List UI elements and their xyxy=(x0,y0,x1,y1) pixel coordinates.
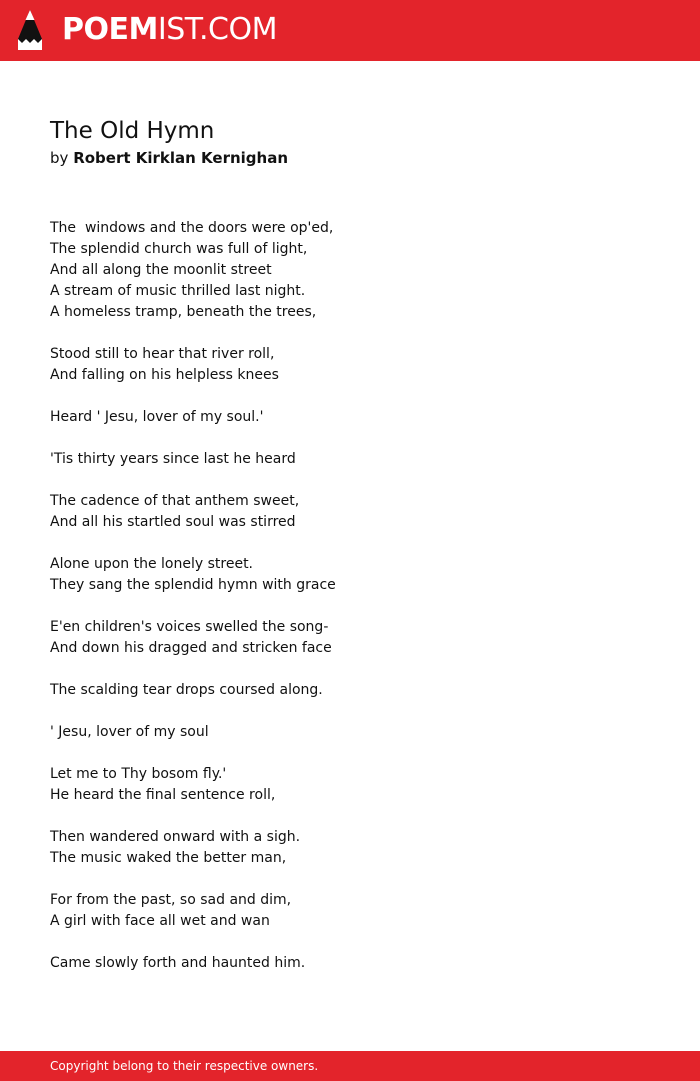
poem-line: Heard ' Jesu, lover of my soul.' xyxy=(50,409,264,425)
poem-stanza xyxy=(50,617,650,659)
poem-line: ' Jesu, lover of my soul xyxy=(50,724,209,740)
byline xyxy=(50,148,288,169)
brand-name-light: IST.COM xyxy=(157,12,277,47)
poem-line: The scalding tear drops coursed along. xyxy=(50,682,323,698)
brand-logo-text[interactable] xyxy=(62,12,277,48)
poem-stanza xyxy=(50,218,650,323)
poem-line: The cadence of that anthem sweet, xyxy=(50,493,300,509)
poem-line: And falling on his helpless knees xyxy=(50,367,279,383)
poem-line: He heard the final sentence roll, xyxy=(50,787,276,803)
poem-line: A girl with face all wet and wan xyxy=(50,913,270,929)
brand-name-bold: POEM xyxy=(62,12,158,47)
poem-line: A homeless tramp, beneath the trees, xyxy=(50,304,317,320)
poem-line: Then wandered onward with a sigh. xyxy=(50,829,301,845)
poem-line: E'en children's voices swelled the song- xyxy=(50,619,329,635)
poem-line: The music waked the better man, xyxy=(50,850,287,866)
copyright-notice: Copyright belong to their respective owners. xyxy=(50,1059,319,1073)
poem-stanza xyxy=(50,344,650,386)
poem-stanza xyxy=(50,764,650,806)
poem-line: The splendid church was full of light, xyxy=(50,241,308,257)
poem-stanza xyxy=(50,890,650,932)
poem-line: Let me to Thy bosom fly.' xyxy=(50,766,227,782)
site-footer xyxy=(0,1051,700,1081)
poem-line: A stream of music thrilled last night. xyxy=(50,283,306,299)
poem-body xyxy=(50,218,650,995)
author-name: Robert Kirklan Kernighan xyxy=(73,149,289,167)
site-header xyxy=(0,0,700,61)
poem-line: Stood still to hear that river roll, xyxy=(50,346,275,362)
poem-line: Alone upon the lonely street. xyxy=(50,556,254,572)
poem-line: Came slowly forth and haunted him. xyxy=(50,955,306,971)
poem-line: And down his dragged and stricken face xyxy=(50,640,332,656)
poem-line: They sang the splendid hymn with grace xyxy=(50,577,336,593)
poem-stanza xyxy=(50,449,650,470)
poem-line: 'Tis thirty years since last he heard xyxy=(50,451,296,467)
poem-stanza xyxy=(50,554,650,596)
poem-line: And all along the moonlit street xyxy=(50,262,272,278)
poem-line: The windows and the doors were op'ed, xyxy=(50,220,334,236)
poem-stanza xyxy=(50,827,650,869)
poem-stanza xyxy=(50,953,650,974)
poem-stanza xyxy=(50,722,650,743)
pencil-tip-icon[interactable] xyxy=(16,9,44,51)
poem-line: For from the past, so sad and dim, xyxy=(50,892,292,908)
by-label: by xyxy=(50,149,69,167)
poem-title: The Old Hymn xyxy=(50,118,215,144)
poem-stanza xyxy=(50,680,650,701)
poem-stanza xyxy=(50,407,650,428)
poem-stanza xyxy=(50,491,650,533)
poem-line: And all his startled soul was stirred xyxy=(50,514,296,530)
